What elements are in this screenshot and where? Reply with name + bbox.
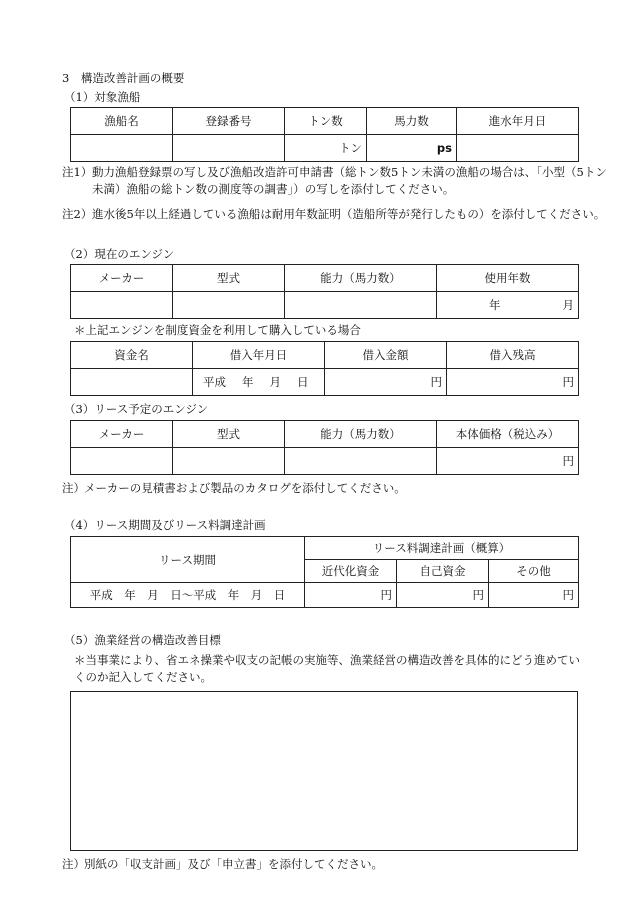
header-price: 本体価格（税込み） — [437, 421, 579, 448]
note-lease-label: 注） — [62, 481, 85, 495]
header-model: 型式 — [173, 265, 285, 292]
yen-unit: 円 — [562, 375, 574, 389]
goals-instruction: ＊当事業により、省エネ操業や収支の記帳の実施等、漁業経営の構造改善を具体的にどう進めていくのか記入してください。 — [74, 653, 580, 684]
note-1-label: 注1） — [62, 165, 93, 179]
note-2 — [62, 206, 622, 242]
note-goals — [62, 856, 622, 874]
lease-engine-heading: （3）リース予定のエンジン — [64, 402, 209, 416]
borrow-date-input[interactable] — [193, 369, 325, 396]
vessel-heading: （1）対象漁船 — [64, 90, 141, 104]
vessel-table — [70, 107, 579, 162]
header-borrow-amount: 借入金額 — [325, 342, 447, 369]
lease-period-input[interactable]: 平成 年 月 日～平成 年 月 日 — [71, 583, 305, 608]
header-tonnage: トン数 — [285, 108, 367, 135]
unit-year: 年 — [489, 298, 501, 312]
month-label: 月 — [269, 375, 281, 389]
price-input[interactable] — [437, 448, 579, 475]
yen-unit: 円 — [380, 588, 392, 602]
note-2-label: 注2） — [62, 207, 93, 221]
balance-input[interactable] — [447, 369, 579, 396]
current-engine-heading: （2）現在のエンジン — [64, 247, 175, 261]
note-goals-label: 注） — [62, 857, 85, 871]
own-fund-input[interactable] — [397, 583, 489, 608]
vessel-name-input[interactable] — [71, 135, 173, 162]
lease-period-heading: （4）リース期間及びリース料調達計画 — [64, 518, 266, 532]
modernization-fund-input[interactable] — [305, 583, 397, 608]
header-fund-name: 資金名 — [71, 342, 193, 369]
note-2-text: 進水後5年以上経過している漁船は耐用年数証明（造船所等が発行したもの）を添付してください。 — [92, 207, 606, 221]
section-title: 3 構造改善計画の概要 — [62, 71, 185, 85]
lease-capacity-input[interactable] — [285, 448, 437, 475]
year-label: 年 — [242, 375, 254, 389]
lease-maker-input[interactable] — [71, 448, 173, 475]
other-fund-input[interactable] — [489, 583, 579, 608]
fund-name-input[interactable] — [71, 369, 193, 396]
model-input[interactable] — [173, 292, 285, 319]
tonnage-input[interactable] — [285, 135, 367, 162]
note-goals-text: 別紙の「収支計画」及び「申立書」を添付してください。 — [84, 857, 383, 871]
header-capacity: 能力（馬力数） — [285, 265, 437, 292]
lease-model-input[interactable] — [173, 448, 285, 475]
header-balance: 借入残高 — [447, 342, 579, 369]
header-own-fund: 自己資金 — [397, 560, 489, 583]
note-1-text: 動力漁船登録票の写し及び漁船改造許可申請書（総トン数5トン未満の漁船の場合は、「小型（5トン未満）漁船の総トン数の測度等の調書」）の写しを添付してください。 — [92, 165, 607, 196]
launch-date-input[interactable] — [457, 135, 579, 162]
header-model: 型式 — [173, 421, 285, 448]
header-years-used: 使用年数 — [437, 265, 579, 292]
goals-textarea[interactable] — [70, 691, 578, 851]
unit-month: 月 — [562, 298, 574, 312]
funding-heading: ＊上記エンジンを制度資金を利用して購入している場合 — [74, 323, 361, 337]
years-used-input[interactable] — [437, 292, 579, 319]
current-engine-table — [70, 264, 579, 319]
header-other: その他 — [489, 560, 579, 583]
header-registration-number: 登録番号 — [173, 108, 285, 135]
header-borrow-date: 借入年月日 — [193, 342, 325, 369]
yen-unit: 円 — [562, 588, 574, 602]
lease-engine-table — [70, 420, 579, 475]
header-horsepower: 馬力数 — [367, 108, 457, 135]
goals-heading: （5）漁業経営の構造改善目標 — [64, 633, 221, 647]
header-maker: メーカー — [71, 421, 173, 448]
unit-ton: トン — [339, 141, 362, 155]
era-label: 平成 — [203, 375, 226, 389]
note-lease — [62, 480, 622, 498]
day-label: 日 — [297, 375, 309, 389]
funding-table — [70, 341, 579, 396]
header-vessel-name: 漁船名 — [71, 108, 173, 135]
yen-unit: 円 — [430, 375, 442, 389]
registration-number-input[interactable] — [173, 135, 285, 162]
lease-period-table — [70, 536, 579, 608]
header-capacity: 能力（馬力数） — [285, 421, 437, 448]
header-maker: メーカー — [71, 265, 173, 292]
note-lease-text: メーカーの見積書および製品のカタログを添付してください。 — [84, 481, 406, 495]
capacity-input[interactable] — [285, 292, 437, 319]
header-lease-period: リース期間 — [71, 537, 305, 583]
header-lease-plan: リース料調達計画（概算） — [305, 537, 579, 560]
borrow-amount-input[interactable] — [325, 369, 447, 396]
yen-unit: 円 — [562, 454, 574, 468]
unit-ps: ps — [436, 141, 452, 155]
header-modernization-fund: 近代化資金 — [305, 560, 397, 583]
horsepower-input[interactable] — [367, 135, 457, 162]
yen-unit: 円 — [472, 588, 484, 602]
maker-input[interactable] — [71, 292, 173, 319]
header-launch-date: 進水年月日 — [457, 108, 579, 135]
note-1 — [62, 164, 622, 200]
